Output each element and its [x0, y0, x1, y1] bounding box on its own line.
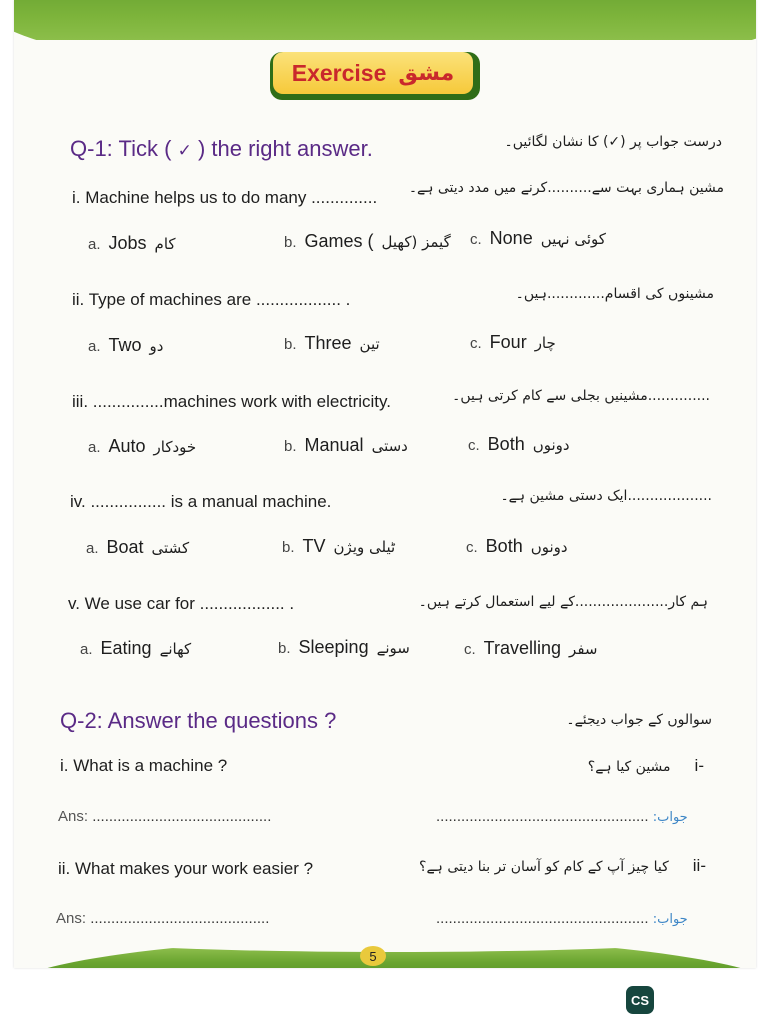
- q2-item-1-answer-line-urdu[interactable]: ................................................... :جواب: [436, 808, 688, 825]
- q1-item-1-text: i. Machine helps us to do many ..............: [72, 188, 378, 207]
- q1-item-2-text: ii. Type of machines are .................. .: [72, 290, 351, 309]
- q1-item-3-text: iii. ...............machines work with electricity.: [72, 392, 391, 411]
- checkmark-icon: ✓: [177, 141, 192, 160]
- q1-item-5-option-a[interactable]: a. Eating کھانے: [80, 638, 192, 658]
- q1-item-5-option-b[interactable]: b. Sleeping سونے: [278, 637, 410, 657]
- q2-item-1-text: i. What is a machine ?: [60, 756, 228, 775]
- q1-item-3-option-b[interactable]: b. Manual دستی: [284, 435, 408, 455]
- q2-item-2-answer-line[interactable]: Ans: ...........................................: [56, 910, 270, 927]
- q1-item-4-option-c[interactable]: c. Both دونوں: [466, 536, 568, 556]
- q2-item-2-urdu: -iiکیا چیز آپ کے کام کو آسان تر بنا دیتی ہے؟: [419, 856, 706, 875]
- exercise-badge: [273, 52, 473, 94]
- q1-item-5-option-c[interactable]: c. Travelling سفر: [464, 638, 598, 658]
- q2-heading-urdu: سوالوں کے جواب دیجئے۔: [566, 712, 712, 728]
- q1-heading-urdu: درست جواب پر (✓) کا نشان لگائیں۔: [504, 134, 722, 150]
- q1-item-2-option-b[interactable]: b. Three تین: [284, 333, 380, 353]
- exercise-title: Exercise: [291, 59, 387, 86]
- q2-item-1-answer-line[interactable]: Ans: ...........................................: [58, 808, 272, 825]
- q1-item-4-option-a[interactable]: a. Boat کشتی: [86, 537, 190, 557]
- q1-item-1-option-c[interactable]: c. None کوئی نہیں: [470, 228, 606, 248]
- exercise-title-urdu: مشق: [398, 60, 455, 86]
- q1-item-5-text: v. We use car for .................. .: [68, 594, 295, 613]
- q2-item-1-urdu: -iمشین کیا ہے؟: [587, 756, 704, 775]
- page-number: 5: [360, 946, 386, 966]
- q1-item-3-option-a[interactable]: a. Auto خودکار: [88, 436, 197, 456]
- q1-item-2-option-c[interactable]: c. Four چار: [470, 332, 556, 352]
- camscanner-logo-icon: CS: [626, 986, 654, 1014]
- q1-item-1-option-a[interactable]: a. Jobs کام: [88, 233, 176, 253]
- q1-item-1-urdu: مشین ہماری بہت سے..........کرنے میں مدد دیتی ہے۔: [408, 180, 724, 196]
- q1-item-4-option-b[interactable]: b. TV ٹیلی ویژن: [282, 536, 396, 556]
- q1-item-3-urdu: ..............مشینیں بجلی سے کام کرتی ہیں۔: [452, 388, 710, 404]
- q1-item-4-text: iv. ................ is a manual machine.: [70, 492, 332, 511]
- q1-item-2-option-a[interactable]: a. Two دو: [88, 335, 164, 355]
- q1-heading: Q-1: Tick ( ✓ ) the right answer.: [70, 136, 373, 161]
- q1-item-3-option-c[interactable]: c. Both دونوں: [468, 434, 570, 454]
- q1-item-1-option-b[interactable]: b. Games ( گیمز (کھیل: [284, 231, 451, 251]
- q2-item-2-text: ii. What makes your work easier ?: [58, 859, 314, 878]
- q1-item-2-urdu: مشینوں کی اقسام.............ہیں۔: [515, 286, 714, 302]
- q1-item-5-urdu: ہم کار.....................کے لیے استعمال کرتے ہیں۔: [418, 594, 708, 610]
- q2-heading: Q-2: Answer the questions ?: [60, 708, 337, 733]
- q2-item-2-answer-line-urdu[interactable]: ................................................... :جواب: [436, 910, 688, 927]
- q1-item-4-urdu: ...................ایک دستی مشین ہے۔: [500, 488, 712, 504]
